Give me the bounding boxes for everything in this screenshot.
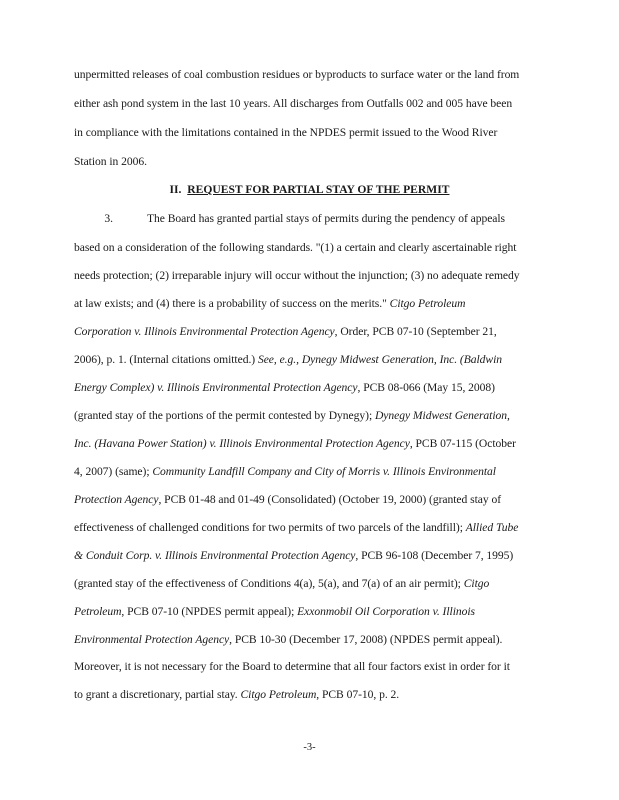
body-text-line	[74, 353, 502, 367]
page-number: -3-	[303, 742, 316, 753]
body-text-line: based on a consideration of the following standards. "(1) a certain and clearly ascertainable right	[74, 241, 517, 254]
text-run: (granted stay of the portions of the permit contested by Dynegy);	[74, 409, 375, 422]
case-citation: Community Landfill Company and City of Morris v. Illinois Environmental	[152, 465, 496, 478]
body-text-line	[74, 297, 465, 311]
section-heading	[0, 183, 619, 197]
body-text-line	[74, 493, 501, 507]
text-run: effectiveness of challenged conditions for two permits of two parcels of the landfill);	[74, 521, 466, 534]
text-run: , PCB 07-10, p. 2.	[316, 688, 400, 701]
body-text-line	[74, 437, 516, 451]
body-text-line	[74, 577, 489, 591]
body-text-line	[74, 381, 495, 395]
section-title: REQUEST FOR PARTIAL STAY OF THE PERMIT	[187, 183, 450, 196]
text-run: to grant a discretionary, partial stay.	[74, 688, 241, 701]
case-citation: Allied Tube	[465, 521, 519, 534]
case-citation: See, e.g., Dynegy Midwest Generation, Inc. (Baldwin	[257, 353, 503, 366]
case-citation: & Conduit Corp. v. Illinois Environmental Protection Agency	[74, 549, 356, 562]
case-citation: Dynegy Midwest Generation,	[374, 409, 510, 422]
case-citation: Protection Agency	[74, 493, 159, 506]
case-citation: Citgo	[463, 577, 490, 590]
body-text-line	[74, 212, 505, 226]
body-text-line	[74, 465, 496, 479]
body-text-line: either ash pond system in the last 10 years. All discharges from Outfalls 002 and 005 have been	[74, 97, 513, 110]
paragraph-number: 3.	[104, 212, 113, 225]
section-number: II.	[169, 183, 182, 196]
case-citation: Citgo Petroleum	[240, 688, 317, 701]
case-citation: Environmental Protection Agency	[74, 633, 230, 646]
body-text-line	[74, 688, 399, 702]
body-text-line	[74, 633, 502, 647]
case-citation: Citgo Petroleum	[389, 297, 466, 310]
text-run: , PCB 07-115 (October	[409, 437, 516, 450]
text-run: (granted stay of the effectiveness of Conditions 4(a), 5(a), and 7(a) of an air permit);	[74, 577, 464, 590]
text-run: , PCB 07-10 (NPDES permit appeal);	[121, 605, 298, 618]
text-run: , PCB 08-066 (May 15, 2008)	[357, 381, 495, 394]
case-citation: Inc. (Havana Power Station) v. Illinois Environmental Protection Agency	[74, 437, 410, 450]
body-text-line: Station in 2006.	[74, 155, 147, 168]
body-text-line	[74, 605, 475, 619]
body-text-line	[74, 549, 513, 563]
text-run: 2006), p. 1. (Internal citations omitted.)	[74, 353, 258, 366]
text-run: , PCB 10-30 (December 17, 2008) (NPDES permit appeal).	[229, 633, 503, 646]
body-text-line	[74, 521, 518, 535]
body-text-line: Moreover, it is not necessary for the Board to determine that all four factors exist in order for it	[74, 660, 510, 673]
text-run: at law exists; and (4) there is a probability of success on the merits."	[74, 297, 390, 310]
body-text-line: unpermitted releases of coal combustion residues or byproducts to surface water or the land from	[74, 68, 520, 81]
text-run: The Board has granted partial stays of permits during the pendency of appeals	[147, 212, 506, 225]
text-run: , Order, PCB 07-10 (September 21,	[334, 325, 497, 338]
text-run: , PCB 01-48 and 01-49 (Consolidated) (October 19, 2000) (granted stay of	[158, 493, 502, 506]
case-citation: Exxonmobil Oil Corporation v. Illinois	[297, 605, 476, 618]
text-run: 4, 2007) (same);	[74, 465, 153, 478]
body-text-line: needs protection; (2) irreparable injury will occur without the injunction; (3) no adequate remedy	[74, 269, 520, 282]
body-text-line	[74, 325, 497, 339]
case-citation: Petroleum	[74, 605, 122, 618]
text-run: , PCB 96-108 (December 7, 1995)	[355, 549, 514, 562]
body-text-line: in compliance with the limitations contained in the NPDES permit issued to the Wood River	[74, 126, 498, 139]
case-citation: Corporation v. Illinois Environmental Protection Agency	[74, 325, 335, 338]
body-text-line	[74, 409, 510, 423]
case-citation: Energy Complex) v. Illinois Environmental Protection Agency	[74, 381, 358, 394]
